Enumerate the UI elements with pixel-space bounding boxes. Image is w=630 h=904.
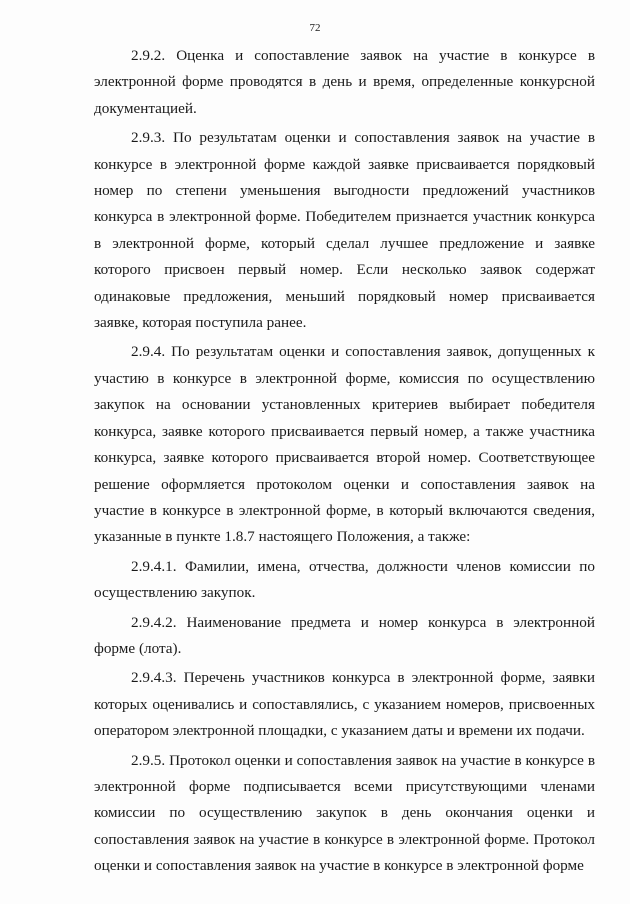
paragraph-2-9-4-2: 2.9.4.2. Наименование предмета и номер конкурса в электронной форме (лота). <box>94 613 595 657</box>
paragraph-2-9-3: 2.9.3. По результатам оценки и сопоставления заявок на участие в конкурсе в электронной форме каждой заявке присваивается порядковый номер по степени уменьшения выгодности предложений участников конкурса в электронной форме. Победителем признается участник конкурса в электронной форме, который сделал лучшее предложение и заявке которого присвоен первый номер. Если несколько заявок содержат одинаковые предложения, меньший порядковый номер присваивается заявке, которая поступила ранее. <box>94 129 595 332</box>
paragraph-2-9-4-1: 2.9.4.1. Фамилии, имена, отчества, должности членов комиссии по осуществлению закупок. <box>94 557 595 602</box>
paragraph-2-9-4: 2.9.4. По результатам оценки и сопоставления заявок, допущенных к участию в конкурсе в электронной форме, комиссия по осуществлению закупок на основании установленных критериев выбирает победителя конкурса, заявке которого присваивается первый номер, а также участника конкурса, заявке которого присваивается второй номер. Соответствующее решение оформляется протоколом оценки и сопоставления заявок на участие в конкурсе в электронной форме, в который включаются сведения, указанные в пункте 1.8.7 настоящего Положения, а также: <box>94 343 595 546</box>
paragraph-2-9-2: 2.9.2. Оценка и сопоставление заявок на участие в конкурсе в электронной форме проводятся в день и время, определенные конкурсной документацией. <box>94 47 595 117</box>
paragraph-2-9-5: 2.9.5. Протокол оценки и сопоставления заявок на участие в конкурсе в электронной форме подписывается всеми присутствующими членами комиссии по осуществлению закупок в день окончания оценки и сопоставления заявок на участие в конкурсе в электронной форме. Протокол оценки и сопоставления заявок на участие в конкурсе в электронной форме <box>94 751 595 875</box>
document-body <box>94 43 595 883</box>
paragraph-2-9-4-3: 2.9.4.3. Перечень участников конкурса в электронной форме, заявки которых оценивались и сопоставлялись, с указанием номеров, присвоенных оператором электронной площадки, с указанием даты и времени их подачи. <box>94 669 595 740</box>
page-number: 72 <box>309 22 321 34</box>
